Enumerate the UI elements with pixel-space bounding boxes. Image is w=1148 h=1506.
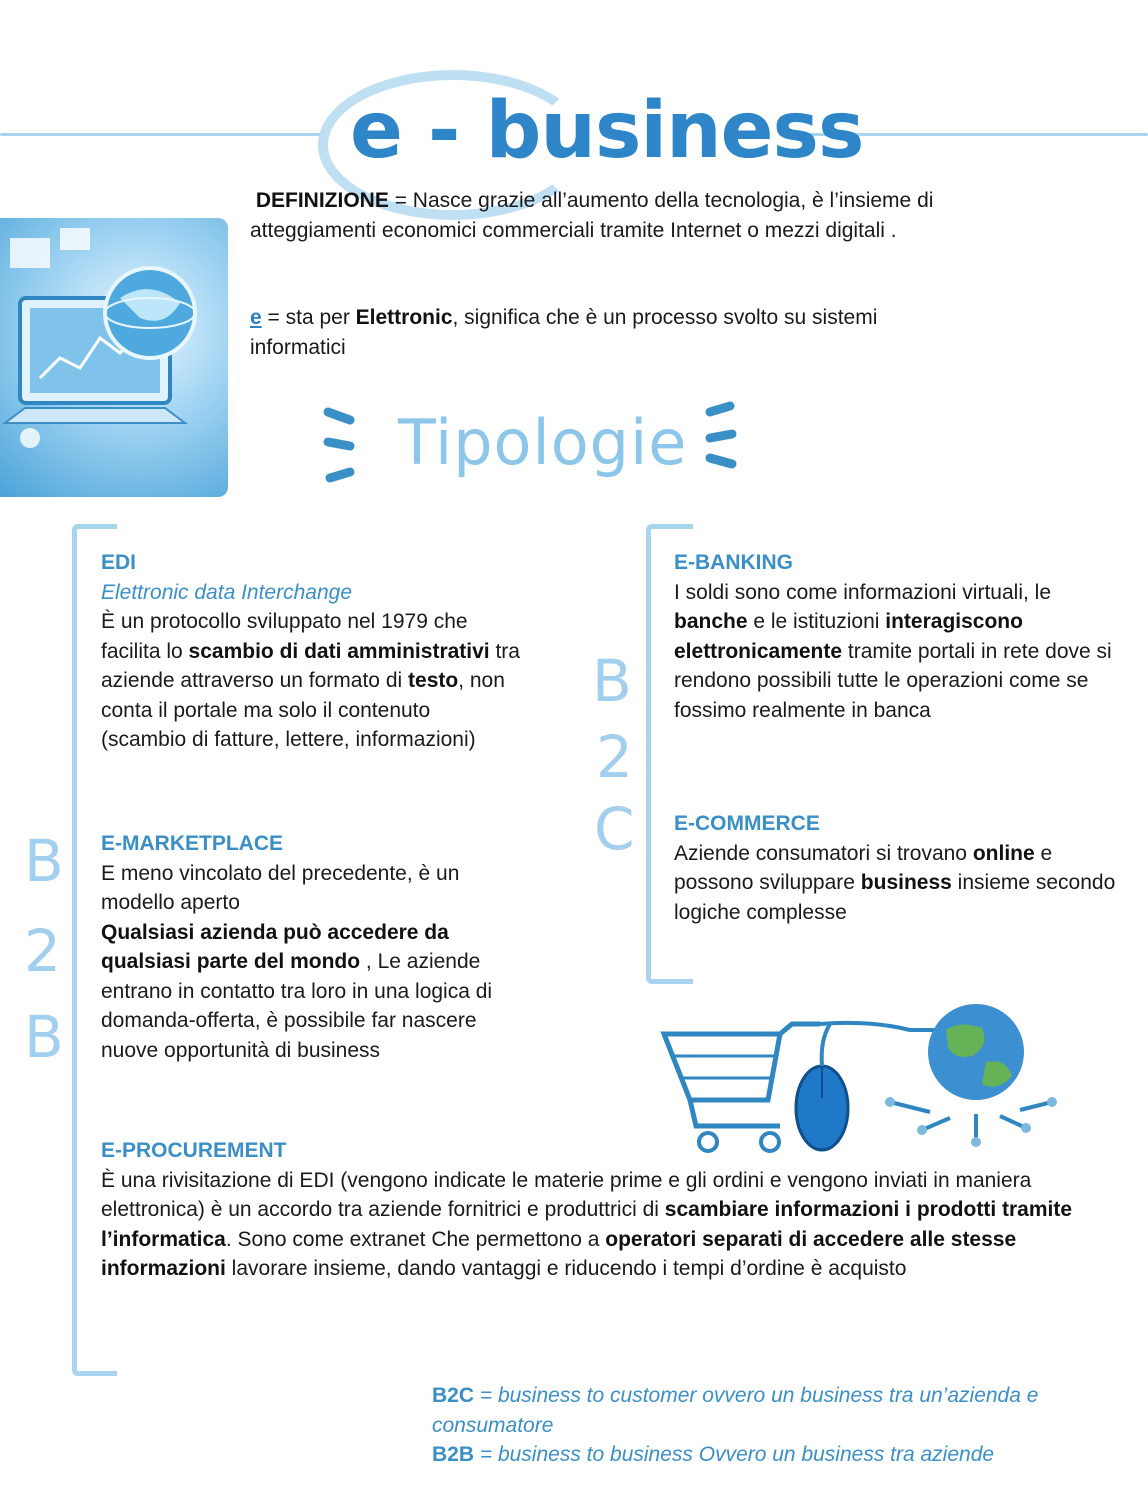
eprocurement-bold-1: scambiare informazioni i prodotti tramite l’informatica (101, 1198, 1073, 1251)
definition-label: DEFINIZIONE (255, 189, 389, 212)
emarketplace-text-1: E meno vincolato del precedente, è un modello aperto (101, 861, 460, 914)
header-rule-left (0, 133, 330, 136)
eprocurement-text-2: . Sono come extranet Che permettono a (225, 1227, 606, 1251)
ebanking-title: E-BANKING (674, 551, 793, 574)
b2b-letter-3: B (24, 1003, 64, 1071)
emarketplace-body (101, 859, 521, 1066)
b2c-letter-3: C (594, 795, 635, 863)
edi-bold-1: scambio di dati amministrativi (188, 639, 490, 663)
ecommerce-section (674, 809, 1134, 927)
definition-text: = Nasce grazie all’aumento della tecnologia, è l’insieme di atteggiamenti economici commerciali tramite Internet o mezzi digitali . (250, 189, 934, 242)
ecommerce-text-3: insieme secondo logiche complesse (674, 871, 1116, 924)
ebanking-bold-1: banche (674, 610, 748, 633)
b2c-letter-2: 2 (596, 723, 633, 791)
ecommerce-text-2: e possono sviluppare (674, 841, 1053, 894)
e-meaning-pre: = sta per (261, 306, 356, 329)
laptop-globe-illustration (0, 218, 228, 497)
ecommerce-bold-1: online (972, 841, 1035, 865)
emarketplace-title: E-MARKETPLACE (101, 832, 283, 855)
edi-body (101, 607, 521, 755)
tipologie-heading: Tipologie (398, 406, 688, 479)
ecommerce-bold-2: business (860, 871, 952, 894)
ebanking-text-2: e le istituzioni (747, 610, 886, 633)
e-meaning-word: Elettronic (355, 306, 453, 329)
b2b-letter-2: 2 (24, 917, 61, 985)
emarketplace-bold-1: Qualsiasi azienda può accedere da qualsiasi parte del mondo (101, 920, 449, 973)
ebanking-body (674, 578, 1114, 726)
edi-bold-2: testo (408, 669, 459, 692)
legend-b2b-label: B2B (432, 1443, 475, 1466)
ebanking-bold-2: interagiscono elettronicamente (674, 610, 1023, 663)
legend-b2c-label: B2C (432, 1384, 475, 1407)
edi-section (101, 548, 521, 755)
legend-b2c (432, 1381, 1142, 1440)
emarketplace-section (101, 829, 521, 1065)
ebanking-text-1: I soldi sono come informazioni virtuali, le (674, 580, 1051, 604)
edi-title: EDI (101, 551, 137, 574)
e-link[interactable]: e (250, 306, 262, 329)
tipologie-left-colon (320, 402, 360, 492)
b2b-letter-1: B (24, 827, 64, 895)
ebanking-section (674, 548, 1114, 725)
e-meaning-paragraph (250, 303, 930, 362)
edi-text-1: È un protocollo sviluppato nel 1979 che facilita lo (101, 610, 468, 663)
emarketplace-text-2: , Le aziende entrano in contatto tra loro in una logica di domanda-offerta, è possibile far nascere nuove opportunità di business (101, 950, 493, 1062)
legend-b2b (432, 1440, 1142, 1470)
legend-b2c-text: = business to customer ovvero un business tra un’azienda e consumatore (432, 1384, 1039, 1437)
ecommerce-text-1: Aziende consumatori si trovano (674, 841, 973, 865)
legend-b2b-text: = business to business Ovvero un business tra aziende (474, 1443, 995, 1466)
legend (432, 1381, 1142, 1470)
definition-paragraph (250, 186, 940, 245)
eprocurement-text-1: È una rivisitazione di EDI (vengono indicate le materie prime e gli ordini e vengono inviati in maniera elettronica) è un accordo tra aziende fornitrici e produttrici di (101, 1168, 1032, 1221)
edi-subtitle: Elettronic data Interchange (101, 580, 352, 604)
eprocurement-text-3: lavorare insieme, dando vantaggi e riducendo i tempi d’ordine è acquisto (225, 1257, 907, 1280)
ecommerce-body (674, 839, 1134, 928)
eprocurement-section (101, 1136, 1101, 1284)
ebanking-text-3: tramite portali in rete dove si rendono possibili tutte le operazioni come se fossimo realmente in banca (674, 639, 1112, 722)
page-title: e - business (350, 86, 864, 176)
eprocurement-bold-2: operatori separati di accedere alle stesse informazioni (101, 1227, 1017, 1280)
e-meaning-post: , significa che è un processo svolto su sistemi informatici (250, 306, 878, 359)
b2c-letter-1: B (592, 647, 632, 715)
edi-text-2: tra aziende attraverso un formato di (101, 639, 520, 692)
tipologie-right-colon (700, 398, 740, 488)
ecommerce-title: E-COMMERCE (674, 812, 820, 835)
eprocurement-title: E-PROCUREMENT (101, 1139, 287, 1162)
edi-text-3: , non conta il portale ma solo il contenuto (scambio di fatture, lettere, informazioni) (101, 669, 505, 751)
eprocurement-body (101, 1166, 1101, 1284)
